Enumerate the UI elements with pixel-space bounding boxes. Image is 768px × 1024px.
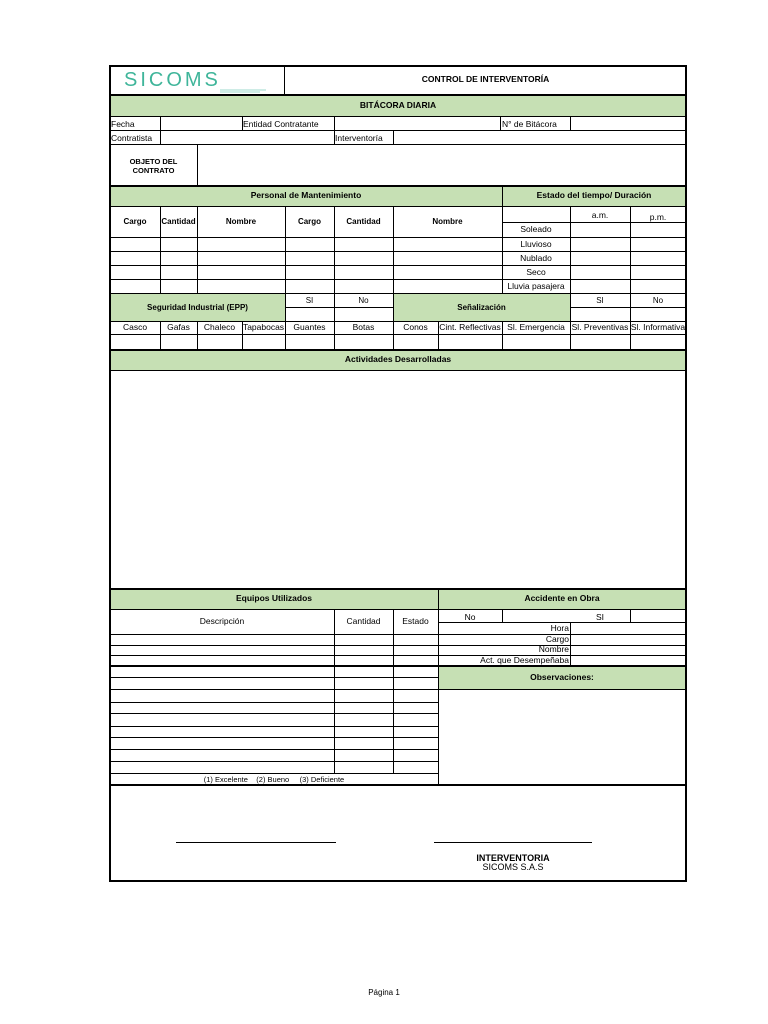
accident-nombre: Nombre xyxy=(538,644,569,654)
accident-no: No xyxy=(464,612,476,622)
rule xyxy=(110,634,686,635)
signature-company: SICOMS S.A.S xyxy=(482,862,544,872)
frame-top xyxy=(109,65,687,67)
rule xyxy=(110,726,438,727)
rule xyxy=(334,609,335,773)
rule xyxy=(570,307,686,308)
epp-tapabocas: Tapabocas xyxy=(242,322,285,332)
signage-preventivas: Sl. Preventivas xyxy=(571,322,629,332)
rule xyxy=(110,588,686,590)
signage-emergencia: Sl. Emergencia xyxy=(507,322,565,332)
rule xyxy=(110,702,438,703)
objeto-label-line1: OBJETO DEL xyxy=(129,157,178,166)
signage-no: No xyxy=(652,296,664,305)
rule xyxy=(630,609,631,622)
maintenance-col-cargo: Cargo xyxy=(123,217,147,226)
rule xyxy=(110,645,686,646)
epp-botas: Botas xyxy=(352,322,375,332)
epp-gafas: Gafas xyxy=(167,322,190,332)
rule xyxy=(110,677,438,678)
equipment-col-cantidad: Cantidad xyxy=(346,616,381,626)
equipment-legend: (1) Excelente (2) Bueno (3) Deficiente xyxy=(203,775,345,784)
signage-informativa: Sl. Informativa xyxy=(630,322,686,332)
observations-field[interactable] xyxy=(439,690,685,784)
weather-pm: p.m. xyxy=(649,212,667,222)
rule xyxy=(110,185,686,187)
rule xyxy=(393,609,394,773)
weather-seco: Seco xyxy=(526,267,546,277)
objeto-label-line2: CONTRATO xyxy=(132,166,175,175)
epp-casco: Casco xyxy=(122,322,148,332)
equipment-title: Equipos Utilizados xyxy=(235,593,313,603)
rule xyxy=(110,737,438,738)
epp-chaleco: Chaleco xyxy=(203,322,236,332)
bitacora-number-label: N° de Bitácora xyxy=(502,119,557,129)
sicoms-logo xyxy=(120,68,270,94)
maintenance-col-cantidad: Cantidad xyxy=(161,217,196,226)
accident-si: SI xyxy=(595,612,605,622)
maintenance-title: Personal de Mantenimiento xyxy=(250,190,362,200)
accident-act: Act. que Desempeñaba xyxy=(480,655,569,665)
objeto-field[interactable] xyxy=(198,145,685,185)
weather-lluvioso: Lluvioso xyxy=(520,239,552,249)
signature-line-contractor xyxy=(176,842,336,843)
page-number: Página 1 xyxy=(368,988,400,997)
rule xyxy=(110,94,686,96)
rule xyxy=(110,761,438,762)
equipment-col-estado: Estado xyxy=(402,616,429,626)
frame-bottom xyxy=(109,880,687,882)
frame-right xyxy=(685,65,687,882)
maintenance-col-nombre-2: Nombre xyxy=(432,217,463,226)
weather-lluvia-pasajera: Lluvia pasajera xyxy=(507,281,565,291)
safety-no: No xyxy=(358,296,369,305)
rule xyxy=(110,713,438,714)
rule xyxy=(110,609,686,610)
rule xyxy=(570,622,571,665)
signage-title: Señalización xyxy=(457,303,506,312)
activities-title: Actividades Desarrolladas xyxy=(344,354,452,364)
rule xyxy=(110,665,686,667)
maintenance-col-cantidad-2: Cantidad xyxy=(346,217,381,226)
contratista-field[interactable] xyxy=(161,131,334,144)
maintenance-col-cargo-2: Cargo xyxy=(297,217,322,226)
logo-wordmark: SICOMS xyxy=(124,69,221,91)
interventoria-label: Interventoría xyxy=(335,133,383,143)
signage-si: SI xyxy=(596,296,604,305)
signature-role: INTERVENTORIA xyxy=(476,853,550,863)
contratista-label: Contratista xyxy=(111,133,153,143)
entidad-field[interactable] xyxy=(335,117,500,130)
accident-hora: Hora xyxy=(550,623,569,633)
weather-soleado: Soleado xyxy=(520,224,552,234)
log-title: BITÁCORA DIARIA xyxy=(359,100,437,110)
safety-title: Seguridad Industrial (EPP) xyxy=(147,303,248,312)
epp-guantes: Guantes xyxy=(293,322,326,332)
fecha-field[interactable] xyxy=(161,117,242,130)
rule xyxy=(500,116,501,130)
weather-title: Estado del tiempo/ Duración xyxy=(536,190,652,200)
bitacora-number-field[interactable] xyxy=(571,117,685,130)
signage-conos: Conos xyxy=(403,322,428,332)
accident-title: Accidente en Obra xyxy=(524,593,600,603)
observations-title: Observaciones: xyxy=(530,672,594,682)
weather-nublado: Nublado xyxy=(520,253,552,263)
rule xyxy=(285,307,393,308)
fecha-label: Fecha xyxy=(111,119,135,129)
interventoria-field[interactable] xyxy=(394,131,685,144)
maintenance-col-nombre: Nombre xyxy=(225,217,257,226)
safety-si: SI xyxy=(305,296,314,305)
equipment-col-descripcion: Descripción xyxy=(199,616,245,626)
rule xyxy=(502,609,503,622)
rule xyxy=(110,749,438,750)
activities-field[interactable] xyxy=(111,371,685,588)
page-title: CONTROL DE INTERVENTORÍA xyxy=(421,74,550,84)
signature-line-interventoria xyxy=(434,842,592,843)
accident-cargo: Cargo xyxy=(545,634,569,644)
rule xyxy=(110,655,686,656)
signage-cintas: Cint. Reflectivas xyxy=(439,322,501,332)
entidad-label: Entidad Contratante xyxy=(243,119,319,129)
weather-am: a.m. xyxy=(591,210,609,220)
